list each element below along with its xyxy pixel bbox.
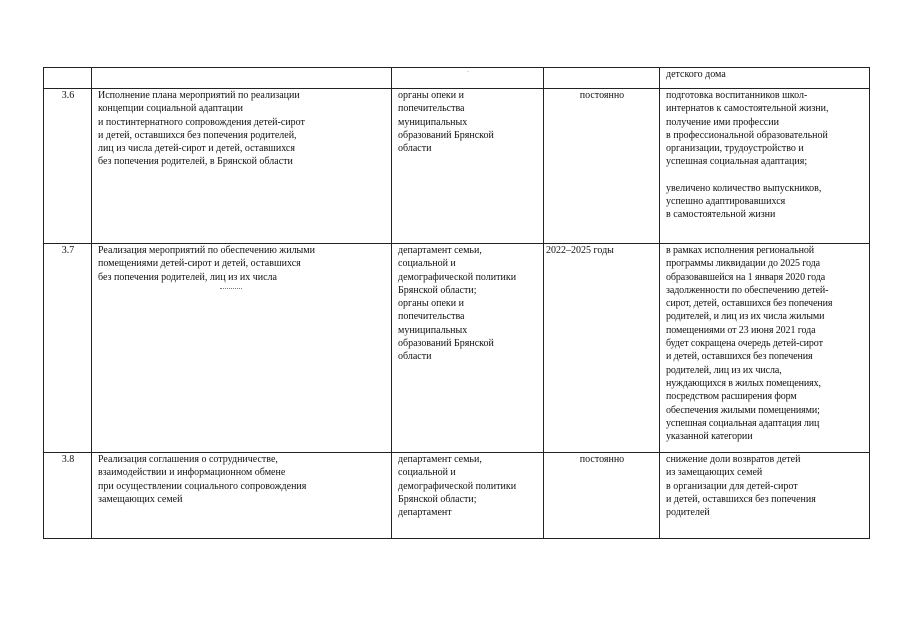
row-number-cell — [44, 68, 92, 89]
result-line: помещениями от 23 июня 2021 года — [666, 324, 816, 336]
table-row-3-6 — [44, 89, 870, 244]
row-number-cell: 3.7 — [44, 244, 92, 453]
executor-line: департамент семьи, — [398, 245, 482, 256]
executor-cell — [392, 89, 544, 244]
result-line: из замещающих семей — [666, 467, 763, 479]
result-cell — [660, 89, 870, 244]
result-line: в рамках исполнения региональной — [666, 245, 815, 256]
executor-line: области — [398, 143, 432, 155]
result-line: указанной категории — [666, 431, 753, 443]
action-cell — [92, 89, 392, 244]
result-cell — [660, 68, 870, 89]
period-cell: постоянно — [544, 89, 660, 244]
result-line: в самостоятельной жизни — [666, 209, 776, 221]
result-line: интернатов к самостоятельной жизни, — [666, 103, 829, 115]
paragraph-gap — [666, 169, 864, 182]
action-line: Реализация мероприятий по обеспечению жилыми — [98, 245, 315, 256]
result-line: увеличено количество выпускников, — [666, 182, 822, 194]
result-line: родителей — [666, 507, 710, 519]
action-line: и постинтернатного сопровождения детей-сирот — [98, 116, 305, 128]
result-line: организации, трудоустройство и — [666, 143, 804, 155]
result-line: родителей, и лиц из их числа жилыми — [666, 311, 825, 323]
executor-line: образований Брянской — [398, 338, 494, 350]
result-line: и детей, оставшихся без попечения — [666, 493, 816, 505]
executor-line: муниципальных — [398, 324, 468, 336]
row-number-cell: 3.8 — [44, 453, 92, 539]
executor-cell — [392, 68, 544, 89]
result-cell — [660, 244, 870, 453]
action-line: Исполнение плана мероприятий по реализации — [98, 90, 300, 101]
result-cell — [660, 453, 870, 539]
executor-line: демографической политики — [398, 480, 517, 492]
executor-line: демографической политики — [398, 271, 517, 283]
period-cell: 2022–2025 годы — [544, 244, 660, 453]
executor-line: области — [398, 351, 432, 363]
executor-line: органы опеки и — [398, 298, 464, 310]
executor-cell — [392, 453, 544, 539]
executor-line: образований Брянской — [398, 129, 494, 141]
result-line: в организации для детей-сирот — [666, 480, 798, 492]
action-line: и детей, оставшихся без попечения родителей, — [98, 129, 297, 141]
plan-table — [43, 67, 870, 539]
action-line: концепции социальной адаптации — [98, 103, 243, 115]
period-cell — [544, 68, 660, 89]
executor-line: департамент семьи, — [398, 454, 482, 465]
period-cell: постоянно — [544, 453, 660, 539]
executor-line: Брянской области; — [398, 493, 477, 505]
result-line: сирот, детей, оставшихся без попечения — [666, 298, 833, 310]
result-line: задолженности по обеспечению детей- — [666, 284, 829, 296]
executor-line: попечительства — [398, 103, 465, 115]
executor-line: органы опеки и — [398, 90, 464, 101]
executor-line: социальной и — [398, 258, 456, 270]
result-line: нуждающихся в жилых помещениях, — [666, 377, 821, 389]
action-cell — [92, 244, 392, 453]
scan-mark: · — [466, 68, 470, 76]
executor-line: департамент — [398, 507, 452, 519]
result-line: программы ликвидации до 2025 года — [666, 258, 821, 270]
table-row-3-8 — [44, 453, 870, 539]
result-line: получение ими профессии — [666, 116, 779, 128]
result-line: будет сокращена очередь детей-сирот — [666, 338, 823, 350]
action-line: без попечения родителей, в Брянской области — [98, 156, 293, 168]
action-cell — [92, 68, 392, 89]
result-line: и детей, оставшихся без попечения — [666, 351, 813, 363]
action-line: при осуществлении социального сопровождения — [98, 480, 307, 492]
result-line: образовавшейся на 1 января 2020 года — [666, 271, 826, 283]
executor-cell — [392, 244, 544, 453]
executor-line: муниципальных — [398, 116, 468, 128]
executor-line: попечительства — [398, 311, 465, 323]
result-line: снижение доли возвратов детей — [666, 454, 801, 465]
table-row-3-7 — [44, 244, 870, 453]
row-number-cell: 3.6 — [44, 89, 92, 244]
executor-line: Брянской области; — [398, 284, 477, 296]
result-line: посредством расширения форм — [666, 391, 797, 403]
action-line: взаимодействии и информационном обмене — [98, 467, 286, 479]
table-row-continuation — [44, 68, 870, 89]
action-line: Реализация соглашения о сотрудничестве, — [98, 454, 278, 465]
result-line: успешно адаптировавшихся — [666, 196, 786, 208]
action-cell — [92, 453, 392, 539]
action-line: замещающих семей — [98, 493, 183, 505]
action-line: лиц из числа детей-сирот и детей, оставшихся — [98, 143, 295, 155]
result-line: в профессиональной образовательной — [666, 129, 828, 141]
action-line: без попечения родителей, лиц из их числа — [98, 271, 277, 283]
result-line: детского дома — [666, 69, 726, 80]
result-line: обеспечения жилыми помещениями; — [666, 404, 820, 416]
result-line: родителей, лиц из их числа, — [666, 364, 782, 376]
result-line: подготовка воспитанников школ- — [666, 90, 808, 101]
result-line: успешная социальная адаптация лиц — [666, 417, 820, 429]
result-line: успешная социальная адаптация; — [666, 156, 808, 168]
scan-mark — [220, 288, 242, 290]
executor-line: социальной и — [398, 467, 456, 479]
action-line: помещениями детей-сирот и детей, оставшихся — [98, 258, 301, 270]
